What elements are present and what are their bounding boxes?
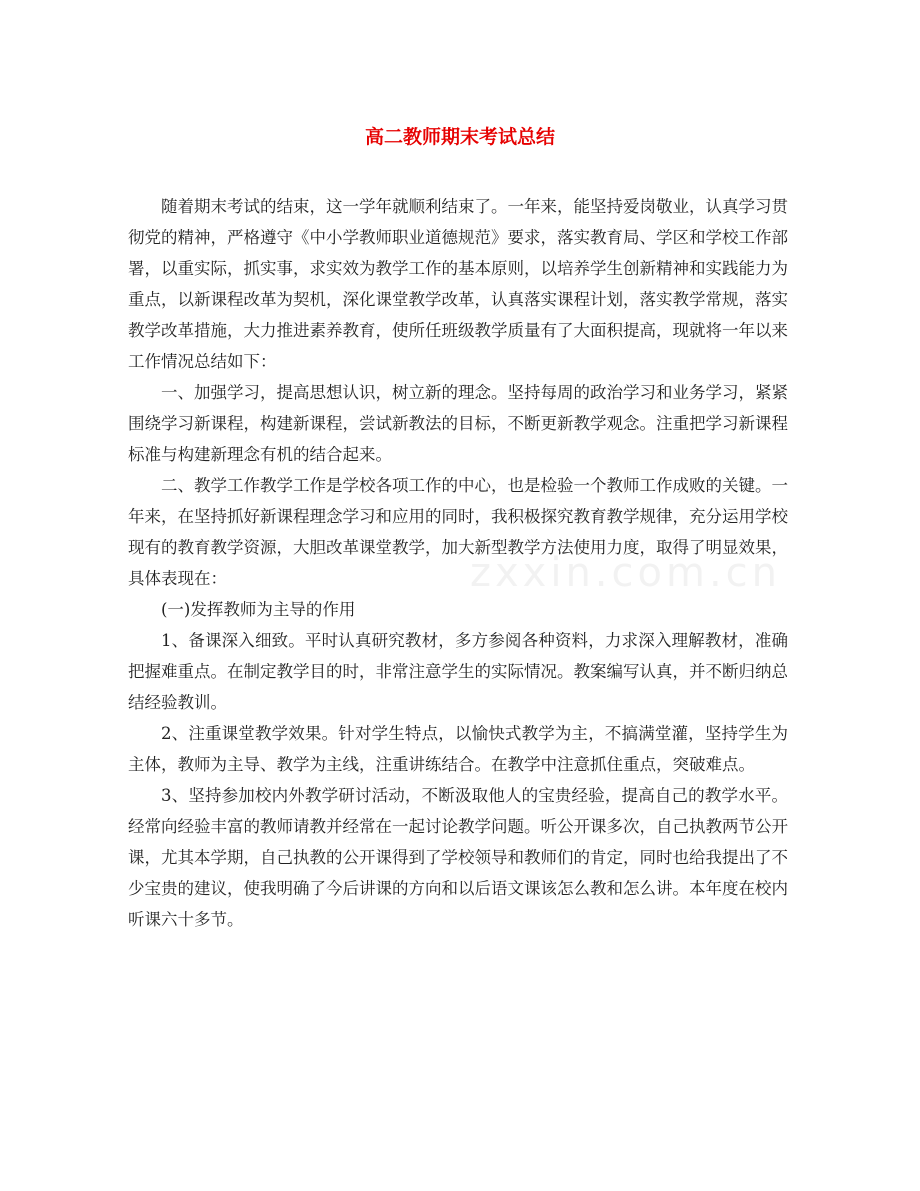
watermark: zxxin.com.cn	[470, 550, 782, 596]
paragraph-intro: 随着期末考试的结束，这一学年就顺利结束了。一年来，能坚持爱岗敬业，认真学习贯彻党的精神，严格遵守《中小学教师职业道德规范》要求，落实教育局、学区和学校工作部署，以重实际，抓实事，求实效为教学工作的基本原则，以培养学生创新精神和实践能力为重点，以新课程改革为契机，深化课堂教学改革，认真落实课程计划，落实教学常规，落实教学改革措施，大力推进素养教育，使所任班级教学质量有了大面积提高，现就将一年以来工作情况总结如下：	[128, 197, 788, 371]
paragraph-item-3: 3、坚持参加校内外教学研讨活动，不断汲取他人的宝贵经验，提高自己的教学水平。经常向经验丰富的教师请教并经常在一起讨论教学问题。听公开课多次，自己执教两节公开课，尤其本学期，自己执教的公开课得到了学校领导和教师们的肯定，同时也给我提出了不少宝贵的建议，使我明确了今后讲课的方向和以后语文课该怎么教和怎么讲。本年度在校内听课六十多节。	[128, 786, 788, 929]
paragraph-section-1: 一、加强学习，提高思想认识，树立新的理念。坚持每周的政治学习和业务学习，紧紧围绕学习新课程，构建新课程，尝试新教法的目标，不断更新教学观念。注重把学习新课程标准与构建新理念有机的结合起来。	[128, 383, 788, 464]
document-body	[128, 191, 788, 935]
paragraph-item-2: 2、注重课堂教学效果。针对学生特点，以愉快式教学为主，不搞满堂灌，坚持学生为主体，教师为主导、教学为主线，注重讲练结合。在教学中注意抓住重点，突破难点。	[128, 724, 788, 774]
paragraph-item-1: 1、备课深入细致。平时认真研究教材，多方参阅各种资料，力求深入理解教材，准确把握难重点。在制定教学目的时，非常注意学生的实际情况。教案编写认真，并不断归纳总结经验教训。	[128, 631, 788, 712]
subheading-teacher-role: (一)发挥教师为主导的作用	[161, 600, 356, 619]
document-title: 高二教师期末考试总结	[364, 126, 555, 148]
paragraph-section-2: 二、教学工作教学工作是学校各项工作的中心，也是检验一个教师工作成败的关键。一年来，在坚持抓好新课程理念学习和应用的同时，我积极探究教育教学规律，充分运用学校现有的教育教学资源，大胆改革课堂教学，加大新型教学方法使用力度，取得了明显效果，具体表现在：	[128, 476, 788, 588]
